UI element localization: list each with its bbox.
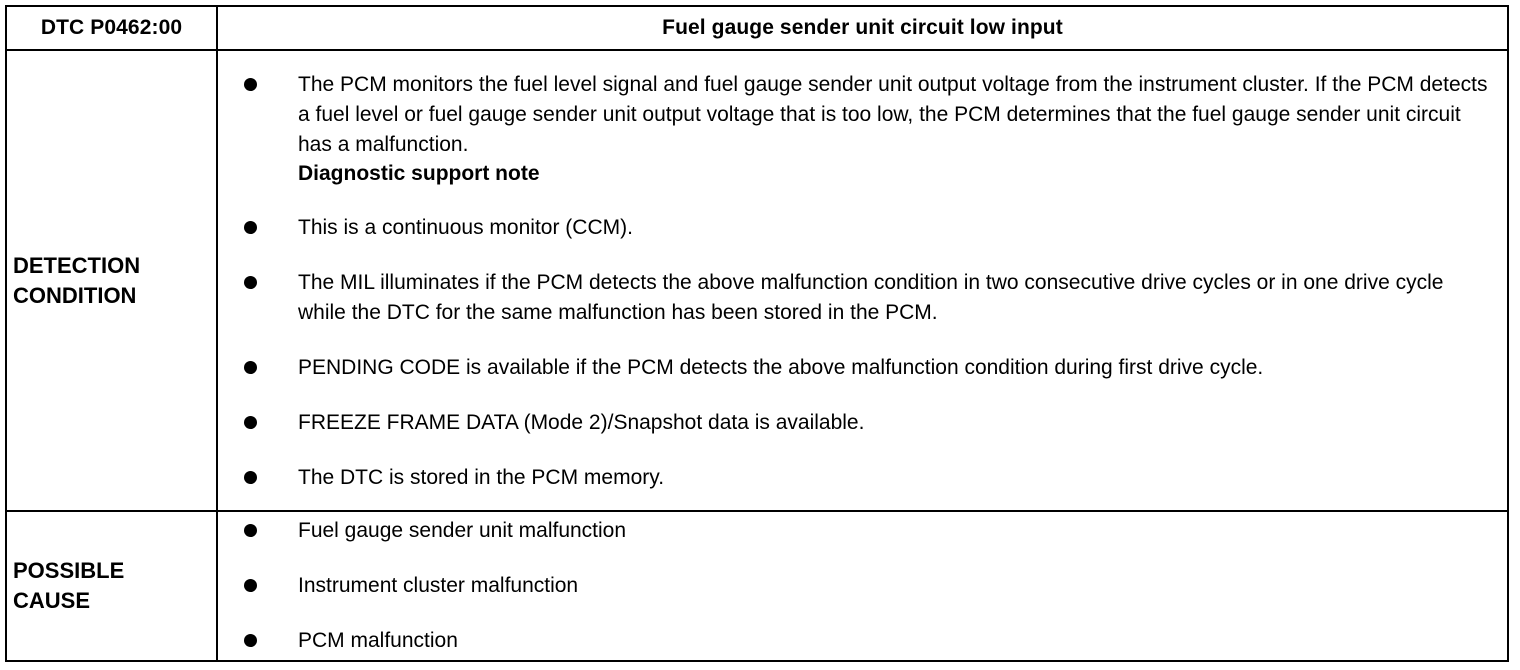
- list-item: [274, 516, 1495, 546]
- header-row: [6, 6, 1508, 50]
- bullet-icon: [244, 416, 257, 429]
- list-item-text: Fuel gauge sender unit malfunction: [298, 519, 627, 542]
- detection-list: [274, 70, 1495, 160]
- detection-intro-text: The PCM monitors the fuel level signal and fuel gauge sender unit output voltage from the instrument cluster. If the PCM detects a fuel level or fuel gauge sender unit output voltage that is too low, the PCM determines that the fuel gauge sender unit circuit has a malfunction.: [298, 73, 1488, 156]
- bullet-icon: [244, 524, 257, 537]
- detection-condition-content: [217, 50, 1508, 511]
- dtc-table: [5, 5, 1509, 662]
- list-item-text: FREEZE FRAME DATA (Mode 2)/Snapshot data is available.: [298, 411, 865, 434]
- list-item: [274, 463, 1495, 493]
- list-item: [274, 213, 1495, 243]
- bullet-icon: [244, 361, 257, 374]
- dtc-title: Fuel gauge sender unit circuit low input: [217, 6, 1508, 50]
- bullet-icon: [244, 78, 257, 91]
- list-item: [274, 353, 1495, 383]
- bullet-icon: [244, 276, 257, 289]
- detection-condition-row: [6, 50, 1508, 511]
- list-item: [274, 408, 1495, 438]
- dtc-code: DTC P0462:00: [6, 6, 217, 50]
- bullet-icon: [244, 634, 257, 647]
- list-item-text: This is a continuous monitor (CCM).: [298, 216, 633, 239]
- list-item: [274, 571, 1495, 601]
- list-item-text: PENDING CODE is available if the PCM detects the above malfunction condition during first drive cycle.: [298, 356, 1264, 379]
- detection-condition-label: DETECTION CONDITION: [6, 50, 217, 511]
- possible-cause-label: POSSIBLE CAUSE: [6, 511, 217, 661]
- possible-cause-content: [217, 511, 1508, 661]
- bullet-icon: [244, 579, 257, 592]
- list-item-text: Instrument cluster malfunction: [298, 574, 579, 597]
- possible-cause-row: [6, 511, 1508, 661]
- bullet-icon: [244, 221, 257, 234]
- detection-intro-item: [274, 70, 1495, 160]
- list-item-text: The MIL illuminates if the PCM detects the above malfunction condition in two consecutive drive cycles or in one drive cycle while the DTC for the same malfunction has been stored in the PCM.: [298, 271, 1444, 324]
- diagnostic-support-heading: Diagnostic support note: [298, 162, 540, 185]
- possible-cause-list: [274, 516, 1495, 656]
- list-item: [274, 268, 1495, 328]
- diagnostic-notes-list: [274, 213, 1495, 493]
- bullet-icon: [244, 471, 257, 484]
- list-item: [274, 626, 1495, 656]
- list-item-text: PCM malfunction: [298, 629, 458, 652]
- list-item-text: The DTC is stored in the PCM memory.: [298, 466, 665, 489]
